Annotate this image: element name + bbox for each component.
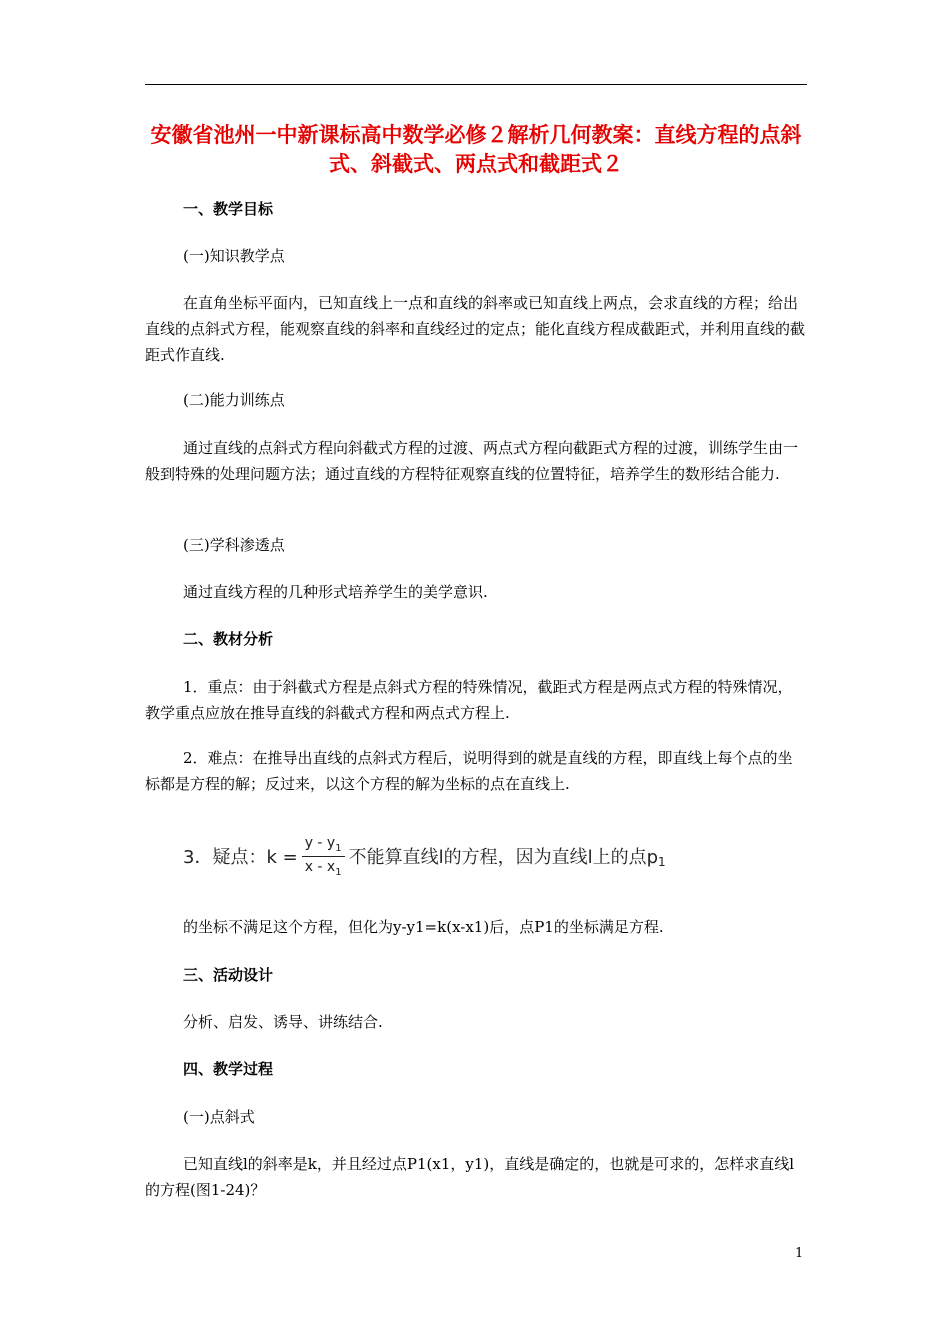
paragraph-key-point: 1．重点：由于斜截式方程是点斜式方程的特殊情况，截距式方程是两点式方程的特殊情况，教学重点应放在推导直线的斜截式方程和两点式方程上. <box>145 678 793 722</box>
paragraph-doubt-continued: 的坐标不满足这个方程，但化为y-y1=k(x-x1)后，点P1的坐标满足方程. <box>183 918 664 936</box>
subheading-point-slope: (一)点斜式 <box>183 1108 255 1126</box>
section-heading-analysis: 二、教材分析 <box>183 630 274 648</box>
formula-prefix: 3．疑点：k = <box>183 847 298 868</box>
subheading-knowledge: (一)知识教学点 <box>183 247 285 265</box>
subheading-ability: (二)能力训练点 <box>183 391 285 409</box>
section-heading-objectives: 一、教学目标 <box>183 200 274 218</box>
document-title: 安徽省池州一中新课标高中数学必修２解析几何教案：直线方程的点斜式、斜截式、两点式和截距式２ <box>150 123 802 176</box>
page-number: 1 <box>795 1246 804 1261</box>
header-rule <box>145 84 807 85</box>
fraction-denominator: x - $x_1$ <box>304 858 342 878</box>
paragraph-point-slope: 已知直线l的斜率是k，并且经过点P1(x1，y1)，直线是确定的，也就是可求的，怎样求直线l的方程(图1-24)？ <box>145 1155 795 1199</box>
subheading-infiltration: (三)学科渗透点 <box>183 536 285 554</box>
section-heading-activity: 三、活动设计 <box>183 966 274 984</box>
paragraph-infiltration: 通过直线方程的几种形式培养学生的美学意识. <box>183 583 488 601</box>
fraction <box>302 835 345 878</box>
fraction-numerator: y - $y_1$ <box>302 835 345 857</box>
paragraph-ability: 通过直线的点斜式方程向斜截式方程的过渡、两点式方程向截距式方程的过渡，训练学生由一般到特殊的处理问题方法；通过直线的方程特征观察直线的位置特征，培养学生的数形结合能力. <box>145 439 799 483</box>
p1-subscript: 1 <box>658 855 666 869</box>
paragraph-knowledge: 在直角坐标平面内，已知直线上一点和直线的斜率或已知直线上两点，会求直线的方程；给出直线的点斜式方程，能观察直线的斜率和直线经过的定点；能化直线方程成截距式，并利用直线的截距式作直线. <box>145 294 806 364</box>
paragraph-difficulty: 2．难点：在推导出直线的点斜式方程后，说明得到的就是直线的方程，即直线上每个点的坐标都是方程的解；反过来，以这个方程的解为坐标的点在直线上. <box>145 749 793 793</box>
doubt-formula <box>183 832 666 880</box>
formula-suffix: 不能算直线l的方程，因为直线l上的点p <box>348 847 659 868</box>
paragraph-activity: 分析、启发、诱导、讲练结合. <box>183 1013 383 1031</box>
section-heading-process: 四、教学过程 <box>183 1060 274 1078</box>
